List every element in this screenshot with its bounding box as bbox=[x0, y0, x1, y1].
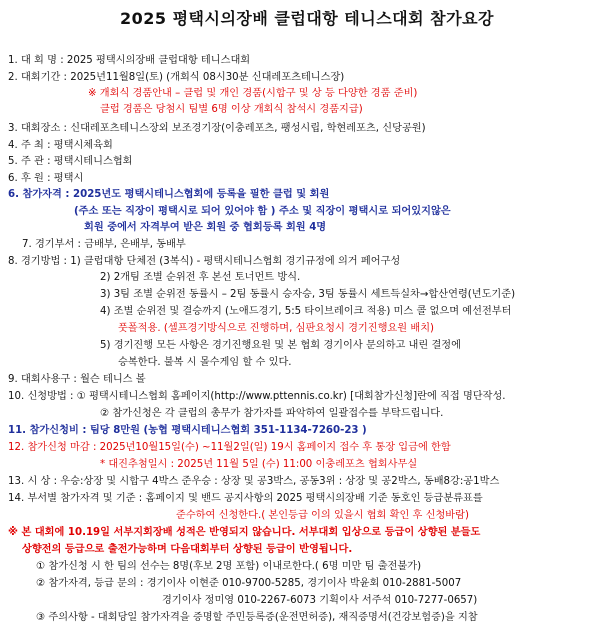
document-line: 경기이사 정미영 010-2267-6073 기획이사 서주석 010-7277-0657) bbox=[162, 595, 478, 606]
document-line: 3. 대회장소 : 신대레포츠테니스장외 보조경기장(이충레포츠, 팽성시립, 학현레포츠, 신당공원) bbox=[8, 123, 426, 134]
document-line: ③ 주의사항 - 대회당일 참가자격을 증명할 주민등록증(운전면허증), 재직증명서(건강보험증)을 지참 bbox=[36, 612, 478, 623]
document-line: 상향전의 등급으로 출전가능하며 다음대회부터 상향된 등급이 반영됩니다. bbox=[22, 544, 353, 555]
document-line: * 대진추첨일시 : 2025년 11월 5일 (수) 11:00 이충레포츠 협회사무실 bbox=[100, 459, 418, 470]
document-line: 3) 3팀 조별 순위전 동률시 – 2팀 동률시 승자승, 3팀 동률시 세트득실차→합산연령(년도기준) bbox=[100, 289, 516, 300]
document-line: 5) 경기진행 모든 사항은 경기진행요원 및 본 협회 경기이사 문의하고 내린 결정에 bbox=[100, 340, 461, 351]
document-line: 12. 참가신청 마감 : 2025년10월15일(수) ~11월2일(일) 19시 홈페이지 접수 후 통장 입금에 한함 bbox=[8, 442, 451, 453]
document-line: ※ 본 대회에 10.19일 서부지회장배 성적은 반영되지 않습니다. 서부대회 입상으로 등급이 상향된 분들도 bbox=[8, 527, 481, 538]
document-line: 9. 대회사용구 : 월슨 테니스 볼 bbox=[8, 374, 146, 385]
document-line: 클럽 경품은 당첨시 팀별 6명 이상 개회식 참석시 경품지급) bbox=[100, 104, 363, 115]
document-line: 4) 조별 순위전 및 결승까지 (노애드경기, 5:5 타이브레이크 적용) 미스 콜 없으며 예선전부터 bbox=[100, 306, 512, 317]
document-line: 10. 신청방법 : ① 평택시테니스협회 홈페이지(http://www.pttennis.co.kr) [대회참가신청]란에 직접 명단작성. bbox=[8, 391, 506, 402]
document-line: 8. 경기방법 : 1) 클럽대항 단체전 (3복식) - 평택시테니스협회 경기규정에 의거 페어구성 bbox=[8, 256, 401, 267]
document-line: 2) 2개팀 조별 순위전 후 본선 토너먼트 방식. bbox=[100, 272, 301, 283]
document-line: 6. 참가자격 : 2025년도 평택시테니스협회에 등록을 필한 클럽 및 회원 bbox=[8, 189, 330, 200]
document-line: 풋폴적용. (셀프경기방식으로 진행하며, 심판요청시 경기진행요원 배치) bbox=[118, 323, 435, 334]
document-line: 7. 경기부서 : 금배부, 은배부, 동배부 bbox=[22, 239, 186, 250]
document-line: 11. 참가신청비 : 팀당 8만원 (농협 평택시테니스협회 351-1134-7260-23 ) bbox=[8, 425, 367, 436]
document-line: ② 참가신청은 각 클럽의 총무가 참가자를 파악하여 일괄접수를 부탁드립니다. bbox=[100, 408, 444, 419]
document-line: 4. 주 최 : 평택시체육회 bbox=[8, 140, 113, 151]
document-line: 준수하여 신청한다.( 본인등급 이의 있을시 협회 확인 후 신청바람) bbox=[176, 510, 469, 521]
document-line: 14. 부서별 참가자격 및 기준 : 홈페이지 및 밴드 공지사항의 2025 평택시의장배 기준 동호인 등급분류표를 bbox=[8, 493, 483, 504]
document-line: 승복한다. 불복 시 몰수게임 할 수 있다. bbox=[118, 357, 292, 368]
document-line: 1. 대 회 명 : 2025 평택시의장배 클럽대항 테니스대회 bbox=[8, 55, 251, 66]
document-line: 5. 주 관 : 평택시테니스협회 bbox=[8, 156, 133, 167]
document-line: ② 참가자격, 등급 문의 : 경기이사 이현준 010-9700-5285, 경기이사 박윤회 010-2881-5007 bbox=[36, 578, 462, 589]
document-line: 13. 시 상 : 우승:상장 및 시합구 4박스 준우승 : 상장 및 공3박스, 공동3위 : 상장 및 공2박스, 동배8강:공1박스 bbox=[8, 476, 500, 487]
document-line: ① 참가신청 시 한 팀의 선수는 8명(후보 2명 포함) 이내로한다.( 6명 미만 팀 출전불가) bbox=[36, 561, 422, 572]
document-line: ※ 개회식 경품안내 – 클럽 및 개인 경품(시합구 및 상 등 다양한 경품 준비) bbox=[88, 88, 418, 99]
document-line: 회원 중에서 자격부여 받은 회원 중 협회등록 회원 4명 bbox=[84, 222, 327, 233]
document-line: 6. 후 원 : 평택시 bbox=[8, 173, 84, 184]
document-title: 2025 평택시의장배 클럽대항 테니스대회 참가요강 bbox=[120, 9, 494, 28]
document-line: 2. 대회기간 : 2025년11월8일(토) (개회식 08시30분 신대레포츠테니스장) bbox=[8, 72, 345, 83]
document-line: (주소 또는 직장이 평택시로 되어 있어야 함 ) 주소 및 직장이 평택시로 되어있지않은 bbox=[74, 206, 451, 217]
